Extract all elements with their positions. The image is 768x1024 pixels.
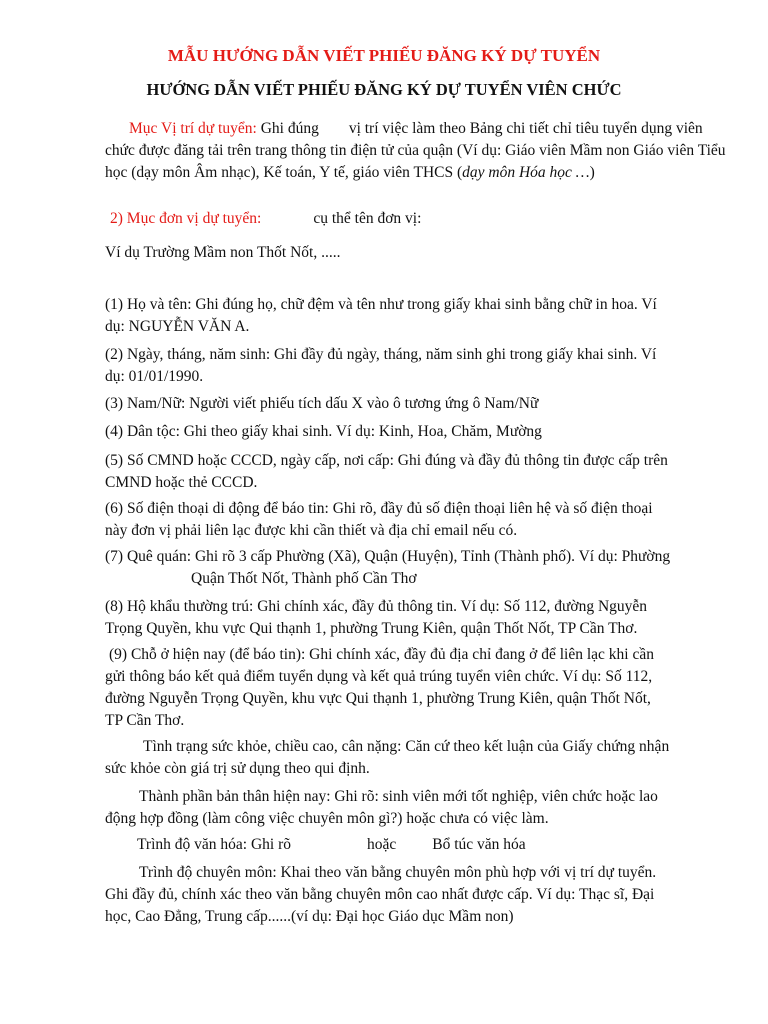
status-line-2: động hợp đồng (làm công việc chuyên môn gì?) hoặc chưa có việc làm. xyxy=(105,810,549,827)
item-7-line-2: Quận Thốt Nốt, Thành phố Cần Thơ xyxy=(191,570,417,587)
profession-section xyxy=(105,862,729,928)
item-7 xyxy=(105,546,729,590)
item-9-line-3: đường Nguyễn Trọng Quyền, khu vực Qui thạnh 1, phường Trung Kiên, quận Thốt Nốt, xyxy=(105,690,651,707)
section-unit-text: cụ thể tên đơn vị: xyxy=(313,210,422,227)
profession-line-1: Trình độ chuyên môn: Khai theo văn bằng chuyên môn phù hợp với vị trí dự tuyển. xyxy=(139,864,657,881)
item-9-line-2: gửi thông báo kết quả điểm tuyển dụng và kết quả trúng tuyển viên chức. Ví dụ: Số 112, xyxy=(105,668,653,685)
culture-label: Trình độ văn hóa: Ghi rõ xyxy=(137,836,291,853)
section-position-lead: Ghi đúng xyxy=(260,120,319,137)
section-unit xyxy=(105,208,729,230)
item-6 xyxy=(105,498,729,542)
section-unit-label: 2) Mục đơn vị dự tuyển: xyxy=(110,210,262,227)
status-section xyxy=(105,786,729,830)
item-3 xyxy=(105,393,729,415)
health-line-2: sức khỏe còn giá trị sử dụng theo qui định. xyxy=(105,760,370,777)
item-9-line-4: TP Cần Thơ. xyxy=(105,712,185,729)
item-8-line-2: Trọng Quyền, khu vực Qui thạnh 1, phường Trung Kiên, quận Thốt Nốt, TP Cần Thơ. xyxy=(105,620,638,637)
item-1-line-1: (1) Họ và tên: Ghi đúng họ, chữ đệm và tên như trong giấy khai sinh bằng chữ in hoa. Ví xyxy=(105,296,657,313)
item-6-line-1: (6) Số điện thoại di động để báo tin: Ghi rõ, đầy đủ số điện thoại liên hệ và số điện thoại xyxy=(105,500,653,517)
item-1 xyxy=(105,294,729,338)
item-2-line-2: dụ: 01/01/1990. xyxy=(105,368,204,385)
section-position xyxy=(105,118,729,184)
item-6-line-2: này đơn vị phải liên lạc được khi cần thiết và địa chỉ email nếu có. xyxy=(105,522,518,539)
item-9 xyxy=(105,644,729,732)
profession-line-3: học, Cao Đẳng, Trung cấp......(ví dụ: Đại học Giáo dục Mầm non) xyxy=(105,908,514,925)
item-4-line-1: (4) Dân tộc: Ghi theo giấy khai sinh. Ví dụ: Kinh, Hoa, Chăm, Mường xyxy=(105,423,542,440)
section-position-italic: dạy môn Hóa học … xyxy=(462,164,590,181)
culture-or: hoặc xyxy=(367,836,397,853)
health-line-1: Tình trạng sức khỏe, chiều cao, cân nặng: Căn cứ theo kết luận của Giấy chứng nhận xyxy=(143,738,670,755)
item-2-line-1: (2) Ngày, tháng, năm sinh: Ghi đầy đủ ngày, tháng, năm sinh ghi trong giấy khai sinh. Ví xyxy=(105,346,657,363)
item-7-line-1: (7) Quê quán: Ghi rõ 3 cấp Phường (Xã), Quận (Huyện), Tỉnh (Thành phố). Ví dụ: Phường xyxy=(105,548,671,565)
section-position-tail: ) xyxy=(589,164,595,181)
item-5 xyxy=(105,450,729,494)
profession-line-2: Ghi đầy đủ, chính xác theo văn bằng chuyên môn cao nhất được cấp. Ví dụ: Thạc sĩ, Đại xyxy=(105,886,655,903)
section-position-label: Mục Vị trí dự tuyển: xyxy=(129,120,257,137)
status-line-1: Thành phần bản thân hiện nay: Ghi rõ: sinh viên mới tốt nghiệp, viên chức hoặc lao xyxy=(139,788,658,805)
item-8-line-1: (8) Hộ khẩu thường trú: Ghi chính xác, đầy đủ thông tin. Ví dụ: Số 112, đường Nguyễn xyxy=(105,598,648,615)
document-title: MẪU HƯỚNG DẪN VIẾT PHIẾU ĐĂNG KÝ DỰ TUYỂN xyxy=(167,46,601,65)
document-subtitle: HƯỚNG DẪN VIẾT PHIẾU ĐĂNG KÝ DỰ TUYỂN VIÊN CHỨC xyxy=(146,80,622,99)
item-2 xyxy=(105,344,729,388)
item-4 xyxy=(105,421,729,443)
item-8 xyxy=(105,596,729,640)
item-3-line-1: (3) Nam/Nữ: Người viết phiếu tích dấu X vào ô tương ứng ô Nam/Nữ xyxy=(105,395,539,412)
culture-option: Bổ túc văn hóa xyxy=(432,836,526,853)
culture-section xyxy=(105,834,729,856)
section-position-text: vị trí việc làm theo Bảng chi tiết chỉ tiêu tuyển dụng viên chức được đăng tải trên trang thông tin điện tử của quận (Ví dụ: Giáo viên Mầm non Giáo viên Tiểu học (dạy môn Âm nhạc), Kế toán, Y tế, giáo viên THCS ( xyxy=(105,120,726,181)
item-1-line-2: dụ: NGUYỄN VĂN A. xyxy=(105,318,250,335)
section-unit-example: Ví dụ Trường Mầm non Thốt Nốt, ..... xyxy=(105,244,341,261)
item-5-line-1: (5) Số CMND hoặc CCCD, ngày cấp, nơi cấp: Ghi đúng và đầy đủ thông tin được cấp trên xyxy=(105,452,668,469)
item-5-line-2: CMND hoặc thẻ CCCD. xyxy=(105,474,258,491)
item-9-line-1: (9) Chỗ ở hiện nay (để báo tin): Ghi chính xác, đầy đủ địa chỉ đang ở để liên lạc khi cần xyxy=(109,646,654,663)
health-section xyxy=(105,736,729,780)
